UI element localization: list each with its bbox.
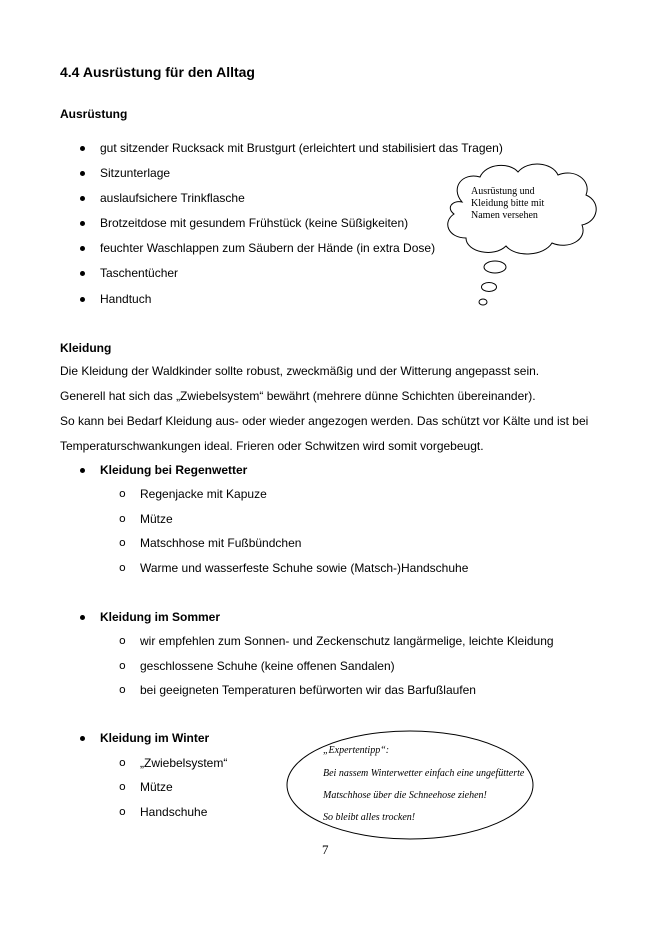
bullet-icon — [80, 146, 85, 151]
expert-tip-line: So bleibt alles trocken! — [323, 812, 416, 823]
thought-bubble-large — [484, 261, 506, 273]
bullet-icon — [80, 271, 85, 276]
circle-bullet-icon: o — [119, 561, 126, 574]
cloud-note: Ausrüstung und Kleidung bitte mit Namen versehen — [471, 186, 545, 221]
paragraph-line: So kann bei Bedarf Kleidung aus- oder wieder angezogen werden. Das schützt vor Kälte und ist bei — [60, 414, 589, 428]
bullet-icon — [80, 246, 85, 251]
thought-bubble-medium — [482, 283, 497, 292]
bullet-icon — [80, 615, 85, 620]
circle-bullet-icon: o — [119, 683, 126, 696]
circle-bullet-icon: o — [119, 512, 126, 525]
thought-bubble-small — [479, 299, 487, 305]
paragraph-line: Generell hat sich das „Zwiebelsystem“ bewährt (mehrere dünne Schichten übereinander). — [60, 389, 536, 403]
circle-bullet-icon: o — [119, 634, 126, 647]
section-heading: 4.4 Ausrüstung für den Alltag — [60, 64, 255, 80]
page-number: 7 — [322, 842, 329, 857]
bullet-icon — [80, 297, 85, 302]
circle-bullet-icon: o — [119, 659, 126, 672]
bullet-icon — [80, 468, 85, 473]
bullet-icon — [80, 736, 85, 741]
expert-tip-line: Bei nassem Winterwetter einfach eine ungefütterte — [323, 768, 525, 779]
equipment-title: Ausrüstung — [60, 107, 128, 121]
bullet-icon — [80, 196, 85, 201]
circle-bullet-icon: o — [119, 805, 126, 818]
paragraph-line: Die Kleidung der Waldkinder sollte robust, zweckmäßig und der Witterung angepasst sein. — [60, 364, 540, 378]
expert-tip-title: „Expertentipp“: — [323, 745, 390, 756]
clothing-title: Kleidung — [60, 341, 112, 355]
paragraph-line: Temperaturschwankungen ideal. Frieren oder Schwitzen wird somit vorgebeugt. — [60, 439, 484, 453]
circle-bullet-icon: o — [119, 756, 126, 769]
bullet-icon — [80, 171, 85, 176]
expert-tip-line: Matschhose über die Schneehose ziehen! — [323, 790, 487, 801]
circle-bullet-icon: o — [119, 780, 126, 793]
bullet-icon — [80, 221, 85, 226]
circle-bullet-icon: o — [119, 487, 126, 500]
circle-bullet-icon: o — [119, 536, 126, 549]
